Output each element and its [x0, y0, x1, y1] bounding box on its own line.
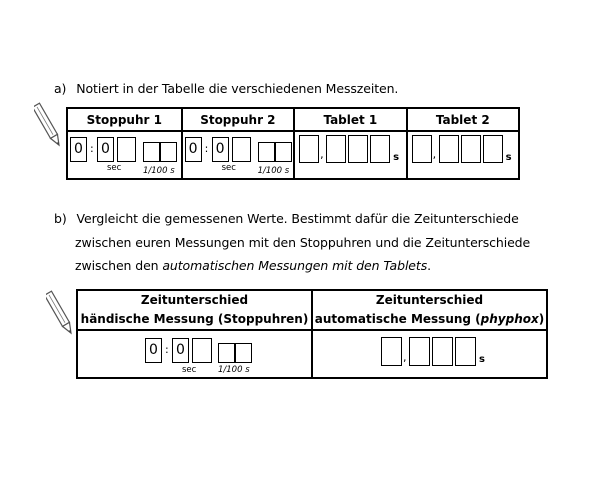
input-box-decimal-1[interactable] — [439, 135, 459, 163]
input-box-decimal-3[interactable] — [455, 337, 476, 366]
task-b-line-3-italic: automatischen Messungen mit den Tablets — [162, 258, 428, 273]
comma-separator: , — [403, 351, 407, 364]
digit-box-minutes[interactable]: 0 — [185, 137, 202, 162]
task-a-label — [54, 81, 398, 96]
input-box-decimal-2[interactable] — [348, 135, 368, 163]
task-b-line-1: Vergleicht die gemessenen Werte. Bestimmt dafür die Zeitunterschiede — [76, 211, 519, 226]
input-box-seconds[interactable] — [412, 135, 432, 163]
measurement-table — [66, 107, 520, 180]
cell-tablet-2 — [407, 131, 519, 179]
comma-separator: , — [432, 148, 437, 161]
pencil-icon — [46, 288, 74, 340]
input-box-hundredth-1[interactable] — [218, 343, 235, 363]
cell-tablet-1 — [294, 131, 406, 179]
header-automatic-line-1: Zeitunterschied — [375, 293, 484, 307]
input-box-hundredth-2[interactable] — [160, 142, 177, 162]
input-box-hundredth-1[interactable] — [258, 142, 275, 162]
header-manual-line-2: händische Messung (Stoppuhren) — [80, 312, 309, 326]
input-box-decimal-3[interactable] — [483, 135, 503, 163]
unit-s: s — [479, 354, 485, 365]
input-box-hundredth-2[interactable] — [235, 343, 252, 363]
header-automatic-line-2-italic: phyphox — [480, 312, 539, 326]
digit-box-minutes[interactable]: 0 — [70, 137, 87, 162]
unit-s: s — [393, 152, 400, 163]
input-box-hundredth-2[interactable] — [275, 142, 292, 162]
input-box-hundredth-1[interactable] — [143, 142, 160, 162]
input-box-seconds[interactable] — [232, 137, 251, 162]
digit-box-seconds[interactable]: 0 — [97, 137, 114, 162]
input-box-decimal-2[interactable] — [432, 337, 453, 366]
cell-stoppuhr-1 — [67, 131, 182, 179]
header-automatic-line-2-suffix: ) — [538, 312, 545, 326]
unit-s: s — [505, 152, 512, 163]
unit-hundredth: 1/100 s — [218, 365, 250, 375]
header-manual-difference — [77, 290, 312, 330]
digit-box-seconds[interactable]: 0 — [212, 137, 229, 162]
colon-separator: : — [90, 142, 94, 155]
task-b-line-3-suffix: . — [427, 258, 431, 273]
colon-separator: : — [165, 343, 169, 356]
header-tablet-1: Tablet 1 — [294, 108, 406, 131]
header-automatic-line-2-prefix: automatische Messung ( — [314, 312, 481, 326]
header-tablet-2: Tablet 2 — [407, 108, 519, 131]
header-stoppuhr-1: Stoppuhr 1 — [67, 108, 182, 131]
unit-hundredth: 1/100 s — [257, 166, 290, 176]
digit-box-seconds[interactable]: 0 — [172, 338, 189, 363]
unit-sec: sec — [221, 163, 236, 173]
digit-box-minutes[interactable]: 0 — [145, 338, 162, 363]
task-a-text: Notiert in der Tabelle die verschiedenen Messzeiten. — [76, 81, 399, 96]
cell-stoppuhr-2 — [182, 131, 295, 179]
header-automatic-difference — [312, 290, 547, 330]
task-b-line-2: zwischen euren Messungen mit den Stoppuhren und die Zeitunterschiede — [75, 235, 531, 250]
unit-sec: sec — [107, 163, 122, 173]
input-box-seconds[interactable] — [192, 338, 212, 363]
input-box-seconds[interactable] — [381, 337, 402, 366]
input-box-decimal-1[interactable] — [326, 135, 346, 163]
unit-sec: sec — [182, 365, 197, 375]
task-b-marker: b) — [54, 211, 67, 226]
difference-table — [76, 289, 548, 379]
comma-separator: , — [320, 148, 324, 161]
input-box-seconds[interactable] — [117, 137, 136, 162]
input-box-decimal-1[interactable] — [409, 337, 430, 366]
pencil-icon — [34, 100, 62, 152]
cell-automatic-difference — [312, 330, 547, 378]
task-b-line-3 — [75, 258, 431, 273]
input-box-seconds[interactable] — [299, 135, 319, 163]
header-stoppuhr-2: Stoppuhr 2 — [182, 108, 295, 131]
header-manual-line-1: Zeitunterschied — [140, 293, 249, 307]
task-b-label — [54, 211, 519, 226]
header-automatic-line-2 — [313, 310, 546, 329]
task-a-marker: a) — [54, 81, 67, 96]
unit-hundredth: 1/100 s — [143, 166, 175, 176]
colon-separator: : — [204, 142, 209, 155]
cell-manual-difference — [77, 330, 312, 378]
input-box-decimal-3[interactable] — [370, 135, 390, 163]
task-b-line-3-prefix: zwischen den — [75, 258, 163, 273]
input-box-decimal-2[interactable] — [461, 135, 481, 163]
